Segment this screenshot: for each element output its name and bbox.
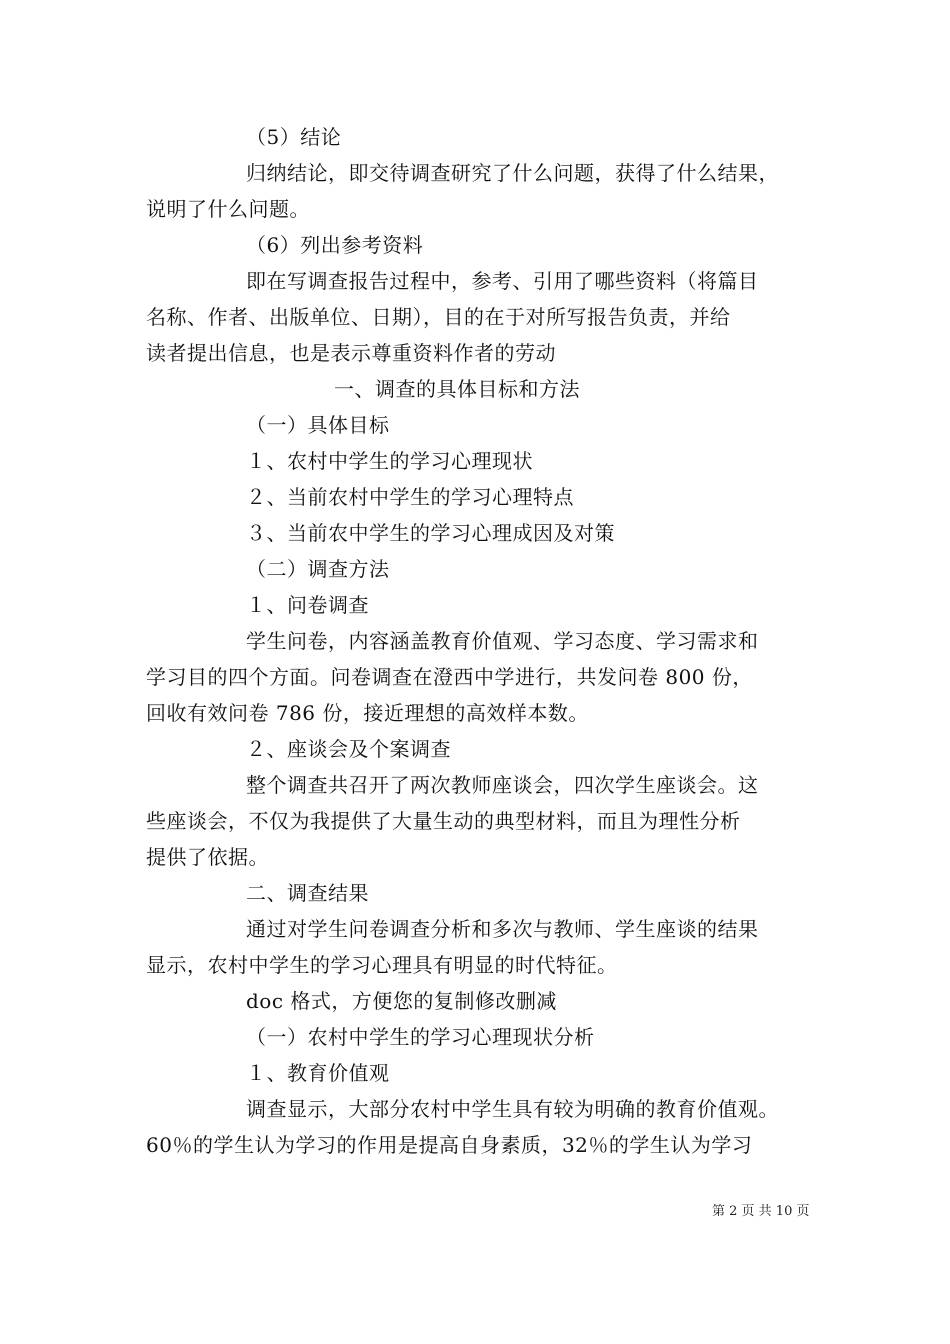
paragraph-line: 显示，农村中学生的学习心理具有明显的时代特征。 <box>146 953 618 977</box>
list-item: ３、当前农中学生的学习心理成因及对策 <box>246 521 615 545</box>
paragraph-line: 即在写调查报告过程中，参考、引用了哪些资料（将篇目 <box>246 269 759 293</box>
paragraph-line: 读者提出信息，也是表示尊重资料作者的劳动 <box>146 341 556 365</box>
list-item: ２、座谈会及个案调查 <box>246 737 451 761</box>
page-number-footer: 第 2 页 共 10 页 <box>712 1204 810 1219</box>
subheading-status-analysis: （一）农村中学生的学习心理现状分析 <box>246 1025 595 1049</box>
heading-references: （6）列出参考资料 <box>246 233 424 257</box>
list-item: ２、当前农村中学生的学习心理特点 <box>246 485 574 509</box>
paragraph-line: 通过对学生问卷调查分析和多次与教师、学生座谈的结果 <box>246 917 759 941</box>
paragraph-line: 回收有效问卷 786 份，接近理想的高效样本数。 <box>146 701 589 725</box>
paragraph-line: 些座谈会，不仅为我提供了大量生动的典型材料，而且为理性分析 <box>146 809 741 833</box>
paragraph-line: 归纳结论，即交待调查研究了什么问题，获得了什么结果， <box>246 161 779 185</box>
paragraph-line: 说明了什么问题。 <box>146 197 310 221</box>
paragraph-line: 学习目的四个方面。问卷调查在澄西中学进行，共发问卷 800 份， <box>146 665 753 689</box>
section-heading-results: 二、调查结果 <box>246 881 369 905</box>
paragraph-line: 学生问卷，内容涵盖教育价值观、学习态度、学习需求和 <box>246 629 759 653</box>
paragraph-line: 调查显示，大部分农村中学生具有较为明确的教育价值观。 <box>246 1097 779 1121</box>
paragraph-line: 整个调查共召开了两次教师座谈会，四次学生座谈会。这 <box>246 773 759 797</box>
subheading-survey-methods: （二）调查方法 <box>246 557 390 581</box>
paragraph-line: 60％的学生认为学习的作用是提高自身素质，32％的学生认为学习 <box>146 1133 753 1157</box>
subheading-specific-goals: （一）具体目标 <box>246 413 390 437</box>
paragraph-line: 名称、作者、出版单位、日期），目的在于对所写报告负责，并给 <box>146 305 731 329</box>
paragraph-line: doc 格式，方便您的复制修改删减 <box>246 989 557 1013</box>
list-item: １、问卷调查 <box>246 593 369 617</box>
section-heading-goals-methods: 一、调查的具体目标和方法 <box>334 377 580 401</box>
paragraph-line: 提供了依据。 <box>146 845 269 869</box>
heading-conclusion: （5）结论 <box>246 125 342 149</box>
list-item: １、教育价值观 <box>246 1061 390 1085</box>
list-item: １、农村中学生的学习心理现状 <box>246 449 533 473</box>
